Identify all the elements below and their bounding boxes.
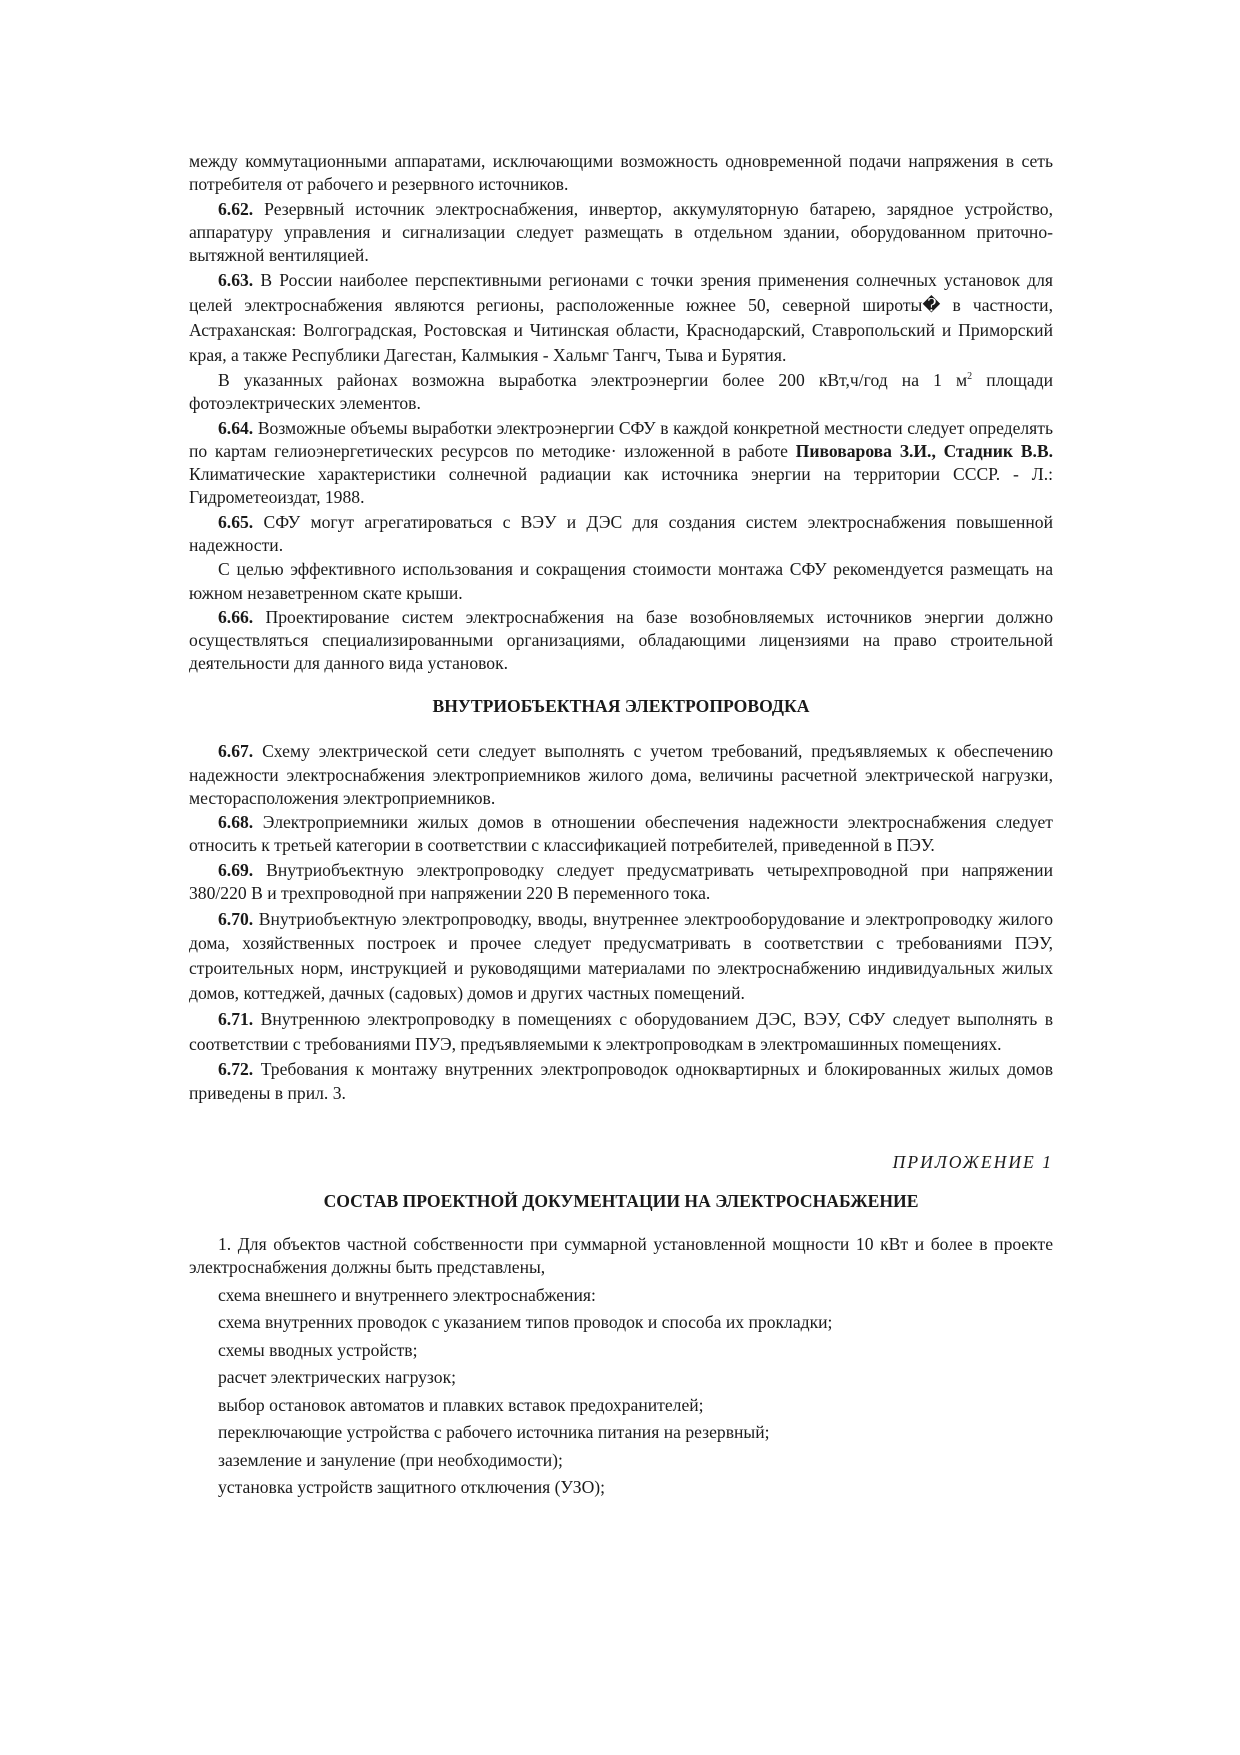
appendix-label: ПРИЛОЖЕНИЕ 1 xyxy=(892,1151,1053,1172)
clause-number: 6.64. xyxy=(218,417,254,438)
paragraph-6-68: 6.68. Электроприемники жилых домов в отношении обеспечения надежности электроснабжения следует относить к третьей категории в соответствии с классификацией потребителей, приведенной в ПЭУ. xyxy=(189,812,1053,856)
list-item: заземление и зануление (при необходимости); xyxy=(218,1449,563,1470)
list-item: выбор остановок автоматов и плавких вставок предохранителей; xyxy=(218,1394,704,1415)
paragraph-6-62: 6.62. Резервный источник электроснабжения, инвертор, аккумуляторную батарею, зарядное устройство, аппаратуру управления и сигнализации следует размещать в отдельном здании, оборудованном приточно-вытяжной вентиляцией. xyxy=(189,198,1053,265)
author-names: Пивоварова З.И., Стадник В.В. xyxy=(795,440,1053,461)
appendix-heading: СОСТАВ ПРОЕКТНОЙ ДОКУМЕНТАЦИИ НА ЭЛЕКТРОСНАБЖЕНИЕ xyxy=(323,1190,919,1211)
paragraph-6-66: 6.66. Проектирование систем электроснабжения на базе возобновляемых источников энергии должно осуществляться специализированными организациями, обладающими лицензиями на право строительной деятельности для данного вида установок. xyxy=(189,607,1053,674)
clause-number: 6.67. xyxy=(218,741,254,762)
paragraph-6-69: 6.69. Внутриобъектную электропроводку следует предусматривать четырехпроводной при напряжении 380/220 В и трехпроводной при напряжении 220 В переменного тока. xyxy=(189,859,1053,904)
paragraph-6-63: 6.63. В России наиболее перспективными регионами с точки зрения применения солнечных установок для целей электроснабжения являются регионы, расположенные южнее 50, северной широты� в частности, Астраханская: Волгоградская, Ростовская и Читинская области, Краснодарский, Ставропольский и Приморский края, а также Республики Дагестан, Калмыкия - Хальмг Тангч, Тыва и Бурятия. xyxy=(189,270,1053,365)
paragraph-6-70: 6.70. Внутриобъектную электропроводку, вводы, внутреннее электрооборудование и электропроводку жилого дома, хозяйственных построек и прочее следует предусматривать в соответствии с требованиями ПЭУ, строительных норм, инструкцией и руководящими материалами по электроснабжению индивидуальных жилых домов, коттеджей, дачных (садовых) домов и других частных помещений. xyxy=(189,908,1053,1004)
paragraph-6-72: 6.72. Требования к монтажу внутренних электропроводок одноквартирных и блокированных жилых домов приведены в прил. 3. xyxy=(189,1059,1053,1103)
list-item: схема внешнего и внутреннего электроснабжения: xyxy=(218,1284,596,1305)
list-item: схемы вводных устройств; xyxy=(218,1339,418,1360)
clause-number: 6.70. xyxy=(218,908,254,929)
clause-number: 6.68. xyxy=(218,812,254,833)
list-item: расчет электрических нагрузок; xyxy=(218,1367,457,1388)
paragraph-6-64: 6.64. Возможные объемы выработки электроэнергии СФУ в каждой конкретной местности следует определять по картам гелиоэнергетических ресурсов по методике· изложенной в работе Пивоварова З.И., Стадник В.В. Климатические характеристики солнечной радиации как источника энергии на территории СССР. - Л.: Гидрометеоиздат, 1988. xyxy=(189,417,1053,508)
requirements-list xyxy=(189,1284,1053,1500)
list-item: установка устройств защитного отключения (УЗО); xyxy=(218,1477,606,1498)
clause-number: 6.65. xyxy=(218,511,254,532)
clause-number: 6.66. xyxy=(218,607,254,628)
paragraph-6-67: 6.67. Схему электрической сети следует выполнять с учетом требований, предъявляемых к обеспечению надежности электроснабжения электроприемников жилого дома, величины расчетной электрической нагрузки, месторасположения электроприемников. xyxy=(189,741,1053,808)
clause-number: 6.69. xyxy=(218,859,254,880)
list-item: переключающие устройства с рабочего источника питания на резервный; xyxy=(218,1422,770,1443)
clause-number: 6.72. xyxy=(218,1059,254,1080)
document-page xyxy=(189,150,1053,1504)
paragraph-6-65: 6.65. СФУ могут агрегатироваться с ВЭУ и ДЭС для создания систем электроснабжения повышенной надежности. xyxy=(189,511,1053,555)
paragraph-roof-placement: С целью эффективного использования и сокращения стоимости монтажа СФУ рекомендуется размещать на южном незаветренном скате крыши. xyxy=(189,559,1053,603)
clause-number: 6.63. xyxy=(218,270,254,291)
paragraph-solar-output: В указанных районах возможна выработка электроэнергии более 200 кВт,ч/год на 1 $м^2$ площади фотоэлектрических элементов. xyxy=(189,370,1053,414)
clause-number: 6.62. xyxy=(218,198,254,219)
list-item: схема внутренних проводок с указанием типов проводок и способа их прокладки; xyxy=(218,1312,833,1333)
paragraph-continuation: между коммутационными аппаратами, исключающими возможность одновременной подачи напряжения в сеть потребителя от рабочего и резервного источников. xyxy=(189,151,1053,195)
section-heading: ВНУТРИОБЪЕКТНАЯ ЭЛЕКТРОПРОВОДКА xyxy=(432,696,810,717)
clause-number: 6.71. xyxy=(218,1009,254,1030)
paragraph-6-71: 6.71. Внутреннюю электропроводку в помещениях с оборудованием ДЭС, ВЭУ, СФУ следует выполнять в соответствии с требованиями ПУЭ, предъявляемыми к электропроводкам в электромашинных помещениях. xyxy=(189,1009,1053,1055)
appendix-intro: 1. Для объектов частной собственности при суммарной установленной мощности 10 кВт и более в проекте электроснабжения должны быть представлены, xyxy=(189,1233,1053,1277)
superscript: 2 xyxy=(967,371,973,383)
